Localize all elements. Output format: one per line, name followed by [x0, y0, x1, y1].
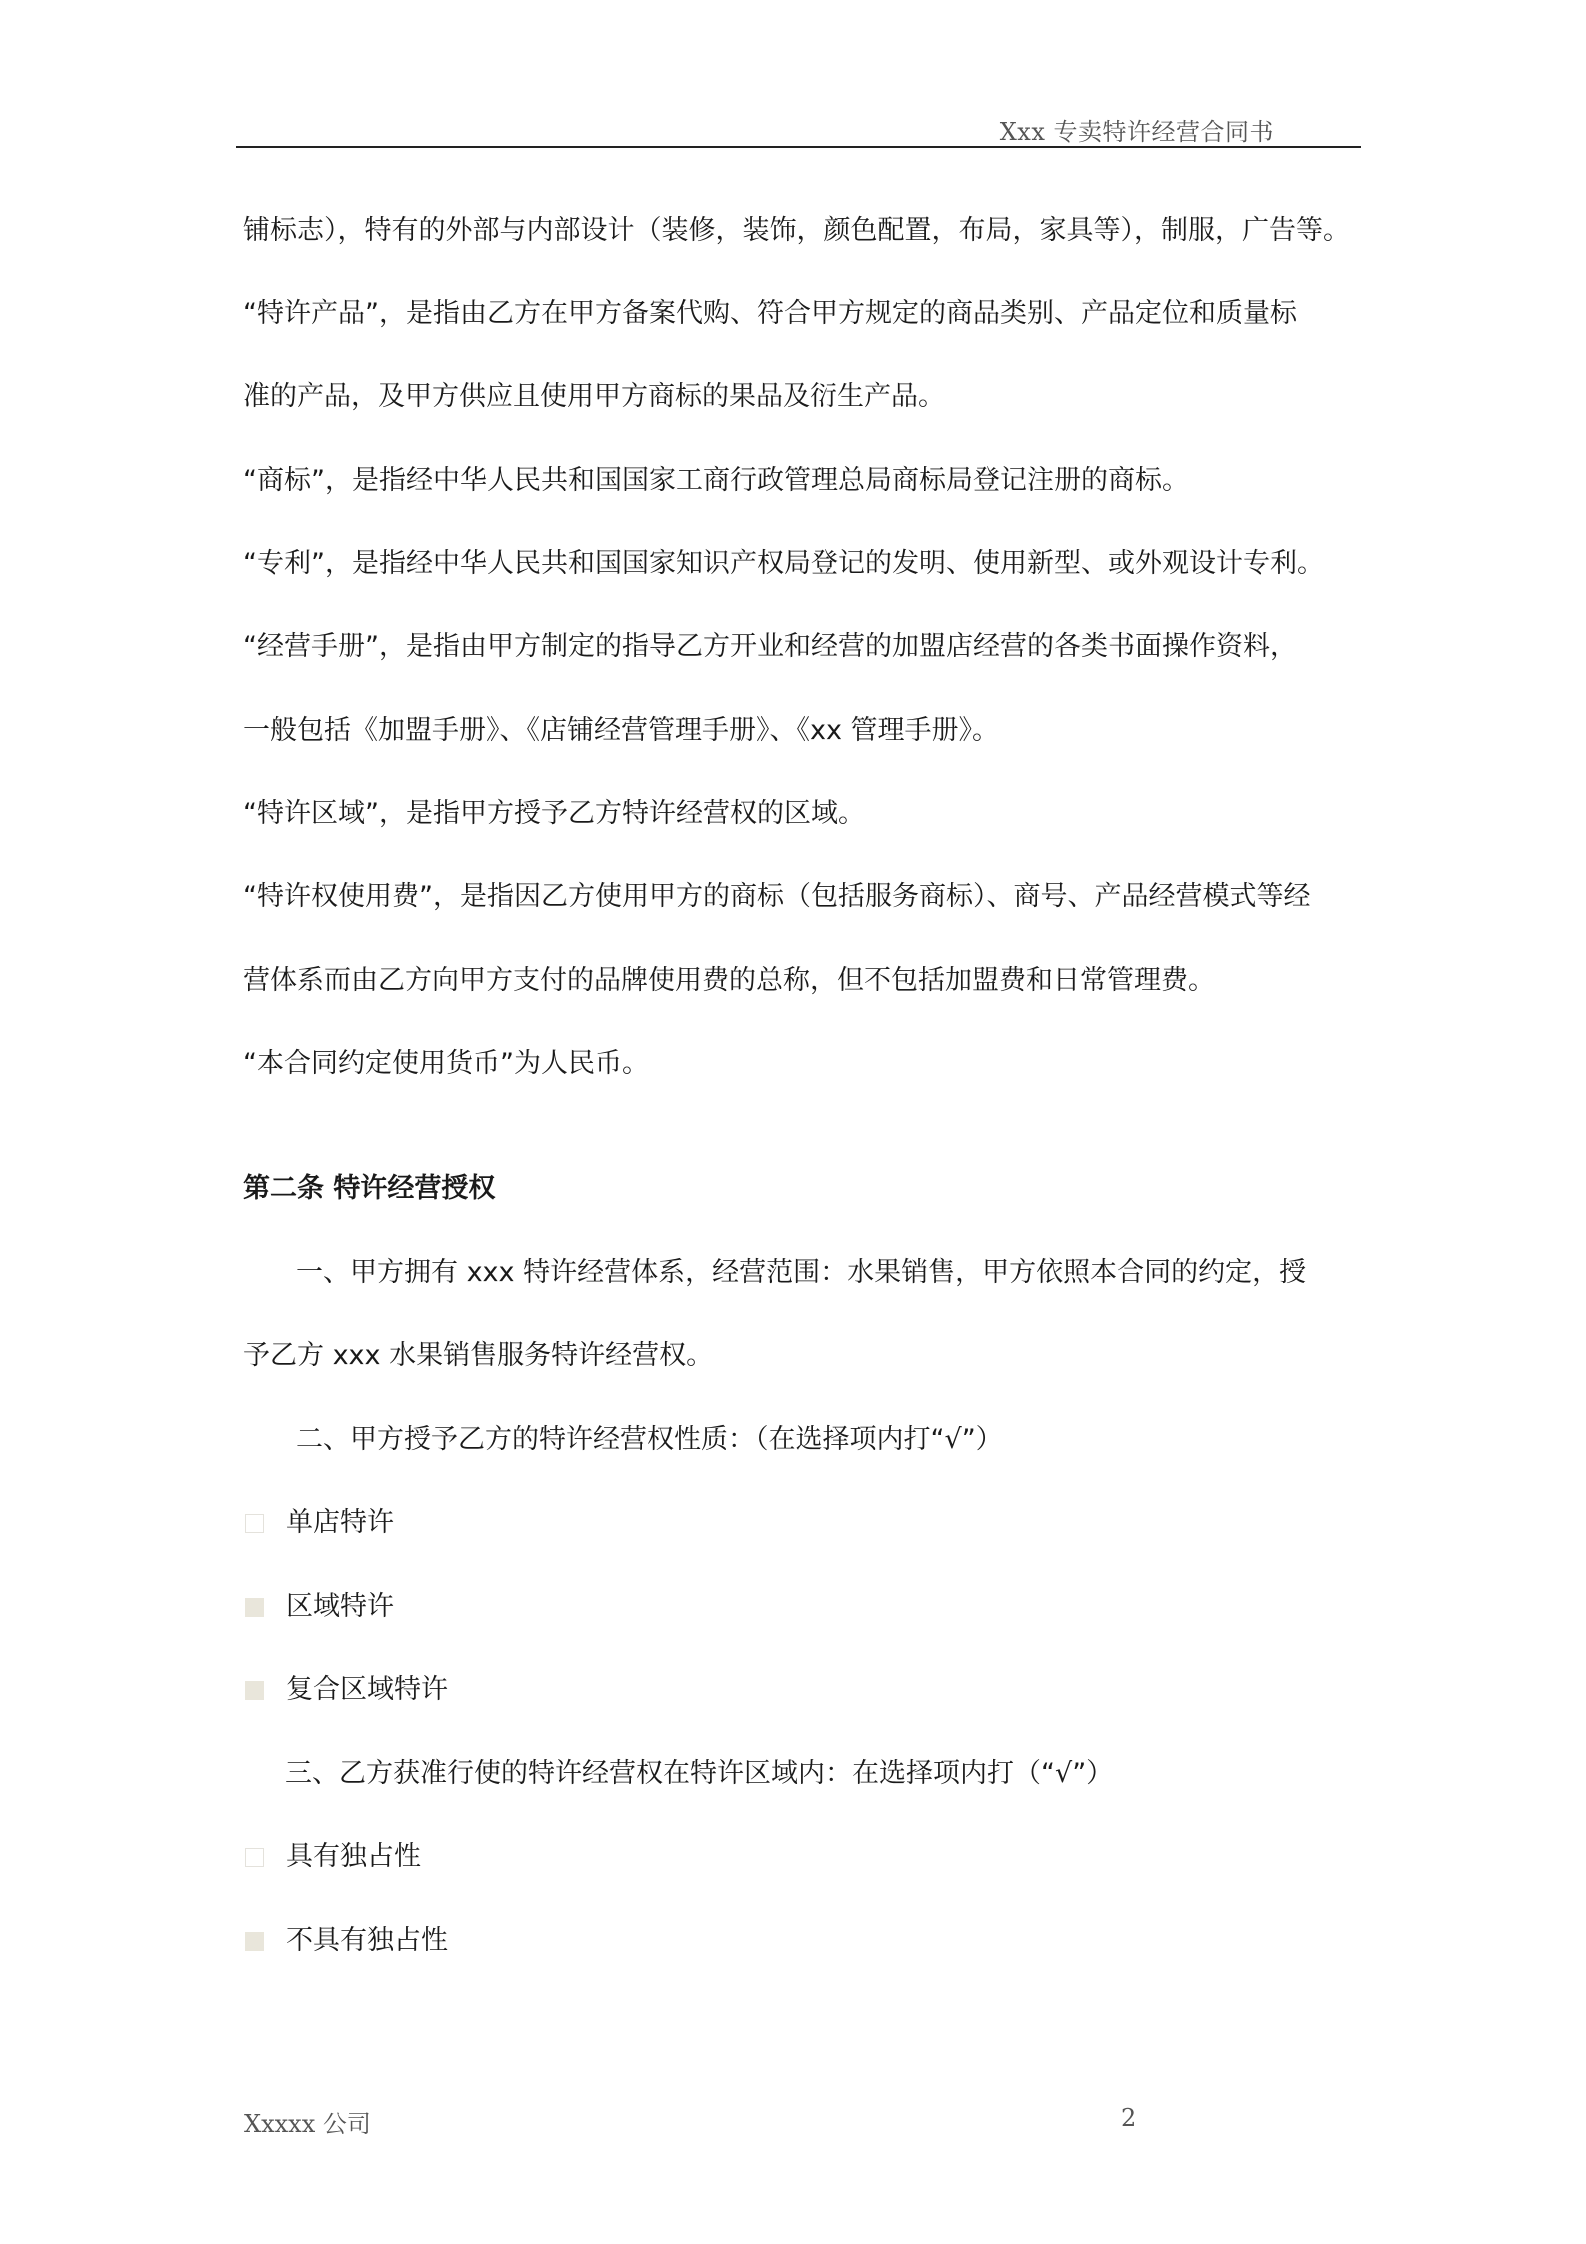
option-label: 区域特许 [286, 1591, 394, 1622]
header-divider [236, 146, 1361, 148]
option-label: 复合区域特许 [286, 1674, 448, 1705]
section-title: 第二条 特许经营授权 [243, 1173, 496, 1204]
checkbox-icon[interactable] [245, 1598, 264, 1617]
body-line-11: “本合同约定使用货币”为人民币。 [243, 1048, 649, 1079]
option-non-exclusive[interactable] [245, 1924, 448, 1958]
body-line-3: 准的产品，及甲方供应且使用甲方商标的果品及衍生产品。 [243, 381, 945, 412]
checkbox-icon[interactable] [245, 1932, 264, 1951]
body-line-8: “特许区域”，是指甲方授予乙方特许经营权的区域。 [243, 798, 865, 829]
footer-company: Xxxxx 公司 [244, 2110, 371, 2138]
body-line-10: 营体系而由乙方向甲方支付的品牌使用费的总称，但不包括加盟费和日常管理费。 [243, 965, 1215, 996]
clause-2: 二、甲方授予乙方的特许经营权性质：（在选择项内打“√”） [296, 1424, 1003, 1455]
clause-3: 三、乙方获准行使的特许经营权在特许区域内：在选择项内打（“√”） [285, 1758, 1114, 1789]
page-number: 2 [1121, 2104, 1137, 2132]
document-header-title: Xxx 专卖特许经营合同书 [999, 118, 1274, 146]
body-line-9: “特许权使用费”，是指因乙方使用甲方的商标（包括服务商标）、商号、产品经营模式等经 [243, 881, 1311, 912]
checkbox-icon[interactable] [245, 1681, 264, 1700]
body-line-7: 一般包括《加盟手册》、《店铺经营管理手册》、《xx 管理手册》。 [243, 715, 1000, 746]
clause-1-line-2: 予乙方 xxx 水果销售服务特许经营权。 [243, 1340, 714, 1371]
body-line-2: “特许产品”，是指由乙方在甲方备案代购、符合甲方规定的商品类别、产品定位和质量标 [243, 298, 1297, 329]
checkbox-icon[interactable] [245, 1848, 264, 1867]
option-regional[interactable] [245, 1590, 394, 1624]
clause-1-line-1: 一、甲方拥有 xxx 特许经营体系，经营范围：水果销售，甲方依照本合同的约定，授 [296, 1257, 1307, 1288]
body-line-6: “经营手册”，是指由甲方制定的指导乙方开业和经营的加盟店经营的各类书面操作资料， [243, 631, 1297, 662]
body-line-1: 铺标志），特有的外部与内部设计（装修，装饰，颜色配置，布局，家具等），制服，广告等。 [243, 215, 1350, 246]
checkbox-icon[interactable] [245, 1514, 264, 1533]
option-single-store[interactable] [245, 1506, 394, 1540]
body-line-4: “商标”，是指经中华人民共和国国家工商行政管理总局商标局登记注册的商标。 [243, 465, 1189, 496]
body-line-5: “专利”，是指经中华人民共和国国家知识产权局登记的发明、使用新型、或外观设计专利。 [243, 548, 1324, 579]
option-exclusive[interactable] [245, 1840, 421, 1874]
option-label: 单店特许 [286, 1507, 394, 1538]
option-composite-regional[interactable] [245, 1673, 448, 1707]
option-label: 具有独占性 [286, 1841, 421, 1872]
option-label: 不具有独占性 [286, 1925, 448, 1956]
